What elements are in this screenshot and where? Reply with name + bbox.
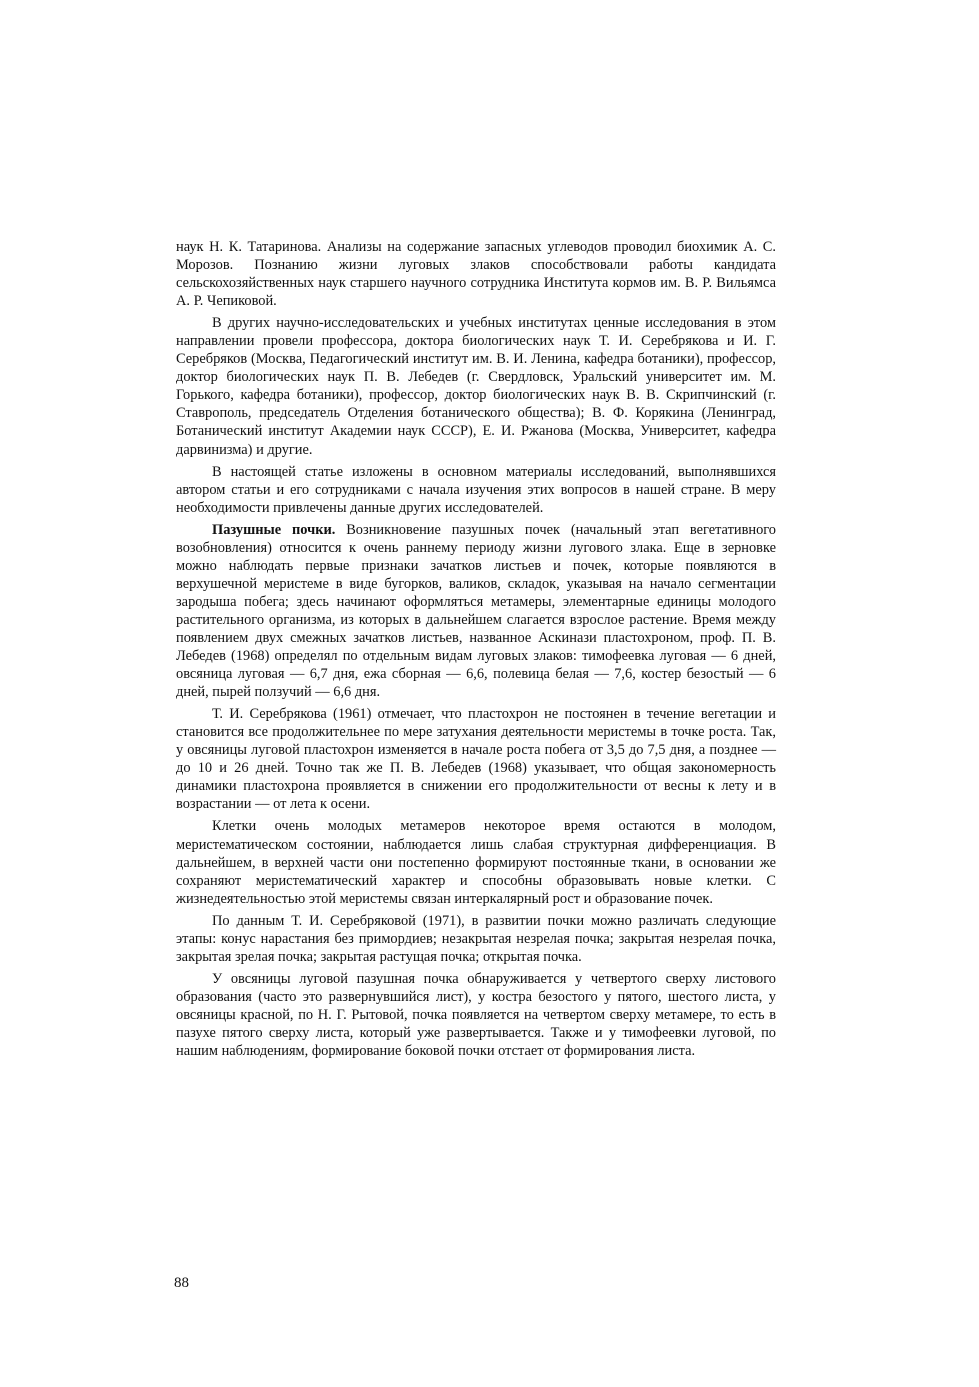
paragraph-bud-stages: По данным Т. И. Серебряковой (1971), в развитии почки можно различать следующие этапы: конус нарастания без примордиев; незакрытая незрелая почка; закрытая незрелая почка, закрытая зрелая почка; закрытая растущая почка; открытая почка.	[176, 912, 776, 965]
section-heading-axillary-buds: Пазушные почки.	[212, 521, 336, 538]
page-number: 88	[174, 1275, 189, 1291]
paragraph-fescue-bud: У овсяницы луговой пазушная почка обнаруживается у четвертого сверху листового образования (часто это развернувшийся лист), у костра безостого у пятого, шестого листа, у овсяницы красной, по Н. Г. Рытовой, почка появляется на четвертом сверху метамере, то есть в пазухе пятого сверху листа, который уже развертывается. Также и у тимофеевки луговой, по нашим наблюдениям, формирование боковой почки отстает от формирования листа.	[176, 970, 776, 1060]
paragraph-continuation: наук Н. К. Татаринова. Анализы на содержание запасных углеводов проводил биохимик А. С. Морозов. Познанию жизни луговых злаков способствовали работы кандидата сельскохозяйственных наук старшего научного сотрудника Института кормов им. В. Р. Вильямса А. Р. Чепиковой.	[176, 239, 776, 310]
paragraph-article-scope: В настоящей статье изложены в основном материалы исследований, выполнявшихся автором статьи и его сотрудниками с начала изучения этих вопросов в нашей стране. В меру необходимости привлечены данные других исследователей.	[176, 463, 776, 516]
paragraph-plastochron: Т. И. Серебрякова (1961) отмечает, что пластохрон не постоянен в течение вегетации и становится все продолжительнее по мере затухания деятельности меристемы в точке роста. Так, у овсяницы луговой пластохрон изменяется в начале роста побега от 3,5 до 7,5 дня, а позднее — до 10 и 26 дней. Точно так же П. В. Лебедев (1968) указывает, что общая закономерность динамики пластохрона проявляется в снижении его продолжительности от весны к лету и в возрастании — от лета к осени.	[176, 706, 776, 813]
paragraph-meristem-cells: Клетки очень молодых метамеров некоторое время остаются в молодом, меристематическом состоянии, наблюдается лишь слабая структурная дифференциация. В дальнейшем, в верхней части они постепенно формируют постоянные ткани, в основании же сохраняют меристематический характер и способны образовывать новые клетки. С жизнедеятельностью этой меристемы связан интеркалярный рост и образование почек.	[176, 818, 776, 907]
paragraph-axillary-buds-text: Возникновение пазушных почек (начальный этап вегетативного возобновления) относится к очень раннему периоду жизни лугового злака. Еще в зерновке можно наблюдать первые признаки зачатков листьев и почек, которые появляются в верхушечной меристеме в виде бугорков, валиков, складок, указывая на начало сегментации зародыша побега; здесь начинают оформляться метамеры, элементарные единицы молодого растительного организма, из которых в дальнейшем слагается взрослое растение. Время между появлением двух смежных зачатков листьев, названное Аскинази пластохроном, проф. П. В. Лебедев (1968) определял по отдельным видам луговых злаков: тимофеевка луговая — 6 дней, овсяница луговая — 6,7 дня, ежа сборная — 6,6, полевица белая — 7,6, костер безостый — 6 дней, пырей ползучий — 6,6 дня.	[176, 521, 776, 701]
paragraph-institutes: В других научно-исследовательских и учебных институтах ценные исследования в этом направлении провели профессора, доктора биологических наук Т. И. Серебрякова и И. Г. Серебряков (Москва, Педагогический институт им. В. И. Ленина, кафедра ботаники), профессор, доктор биологических наук П. В. Лебедев (г. Свердловск, Уральский университет им. М. Горького, кафедра ботаники), профессор, доктор биологических наук В. В. Скрипчинский (г. Ставрополь, председатель Отделения ботанического общества); В. Ф. Корякина (Ленинград, Ботанический институт Академии наук СССР), Е. И. Ржанова (Москва, Университет, кафедра дарвинизма) и другие.	[176, 315, 776, 458]
paragraph-axillary-buds	[176, 521, 776, 701]
body-text	[176, 238, 776, 1064]
